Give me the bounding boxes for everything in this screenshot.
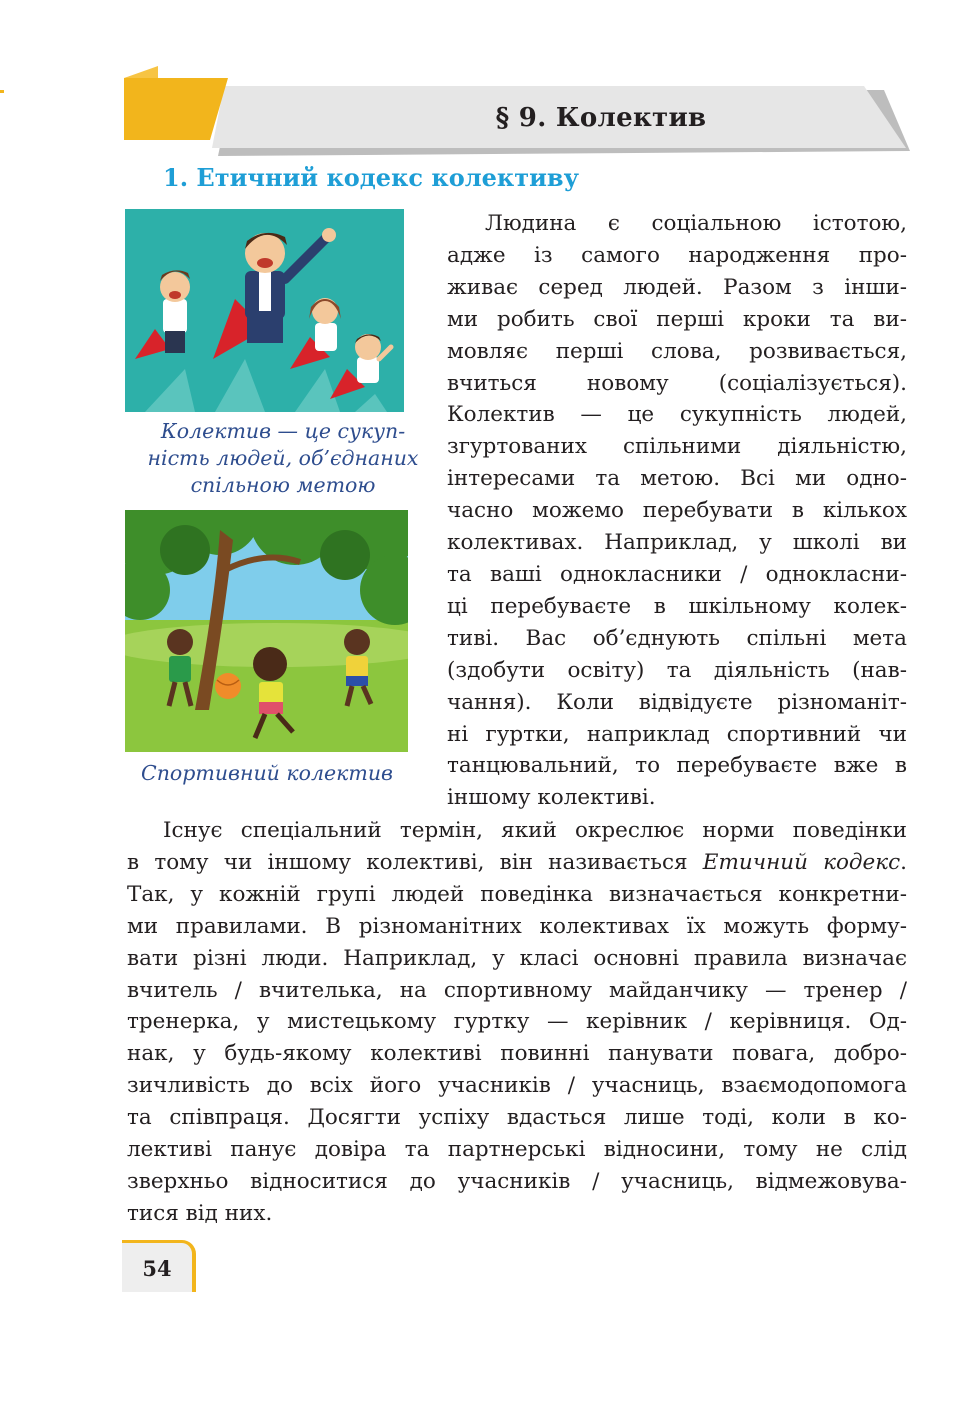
text-segment: в тому чи іншому колективі, він називається <box>127 849 703 875</box>
text-line: колективах. Наприклад, у школі ви <box>447 530 907 556</box>
text-line: танцювальний, то перебуваєте вже в <box>447 753 907 779</box>
ethics-code-paragraph <box>127 815 907 1230</box>
chapter-banner <box>124 66 914 166</box>
text-line: вчиться новому (соціалізується). <box>447 370 907 396</box>
text-line: та ваші однокласники / однокласни- <box>447 561 907 587</box>
key-term: Етичний кодекс <box>702 849 901 875</box>
caption-line: ність людей, об’єднаних <box>147 446 419 470</box>
text-line: часно можемо перебувати в кількох <box>447 498 907 524</box>
text-line: тиві. Вас об’єднують спільні мета <box>447 625 907 651</box>
figure-caption-team <box>122 418 444 499</box>
text-line: Колектив — це сукупність людей, <box>447 402 907 428</box>
text-line: Людина є соціальною істотою, <box>485 211 907 236</box>
chapter-title: § 9. Колектив <box>495 103 707 133</box>
text-line: вати різні люди. Наприклад, у класі основні правила визначає <box>127 945 907 971</box>
heroes-illustration <box>125 209 404 412</box>
text-line: чання). Коли відвідуєте різноманіт- <box>447 689 907 715</box>
figure-caption-sport <box>122 760 412 787</box>
text-line: вчитель / вчителька, на спортивному майданчику — тренер / <box>127 977 907 1003</box>
text-line: Так, у кожній групі людей поведінка визначається конкретни- <box>127 881 907 907</box>
text-line: живає серед людей. Разом з інши- <box>447 274 907 300</box>
section-heading: 1. Етичний кодекс колективу <box>163 163 579 192</box>
caption-line: Колектив — це сукуп- <box>160 419 406 443</box>
page-number-tab <box>122 1240 196 1292</box>
text-line: тренерка, у мистецькому гуртку — керівник / керівниця. Од- <box>127 1009 907 1035</box>
caption-line: спільною метою <box>190 473 376 497</box>
text-line: згуртованих спільними діяльністю, <box>447 434 907 460</box>
text-segment: . <box>900 849 907 875</box>
text-line: Існує спеціальний термін, який окреслює норми поведінки <box>163 818 907 843</box>
text-line: тися від них. <box>127 1200 273 1226</box>
text-line-with-term <box>127 847 907 879</box>
text-line: лективі панує довіра та партнерські відносини, тому не слід <box>127 1137 907 1163</box>
text-line: ці перебуваєте в шкільному колек- <box>447 593 907 619</box>
text-line: нак, у будь-якому колективі повинні панувати повага, добро- <box>127 1041 907 1067</box>
text-line: адже із самого народження про- <box>447 242 907 268</box>
text-line: та співпраця. Досягти успіху вдасться лише тоді, коли в ко- <box>127 1105 907 1131</box>
text-line: мовляє перші слова, розвивається, <box>447 338 907 364</box>
text-line: ні гуртки, наприклад спортивний чи <box>447 721 907 747</box>
page-edge-marker <box>0 90 4 93</box>
intro-paragraph <box>447 208 907 814</box>
text-line: ми правилами. В різноманітних колективах їх можуть форму- <box>127 913 907 939</box>
text-line: (здобути освіту) та діяльність (нав- <box>447 657 907 683</box>
text-line: іншому колективі. <box>447 785 656 811</box>
text-line: ми робить свої перші кроки та ви- <box>447 306 907 332</box>
sport-team-illustration <box>125 510 408 752</box>
text-line: зичливість до всіх його учасників / учасниць, взаємодопомога <box>127 1073 907 1099</box>
text-line: зверхньо відноситися до учасників / учасниць, відмежовува- <box>127 1168 907 1194</box>
caption-line: Спортивний колектив <box>141 761 393 785</box>
page-number: 54 <box>142 1255 172 1281</box>
text-line: інтересами та метою. Всі ми одно- <box>447 466 907 492</box>
